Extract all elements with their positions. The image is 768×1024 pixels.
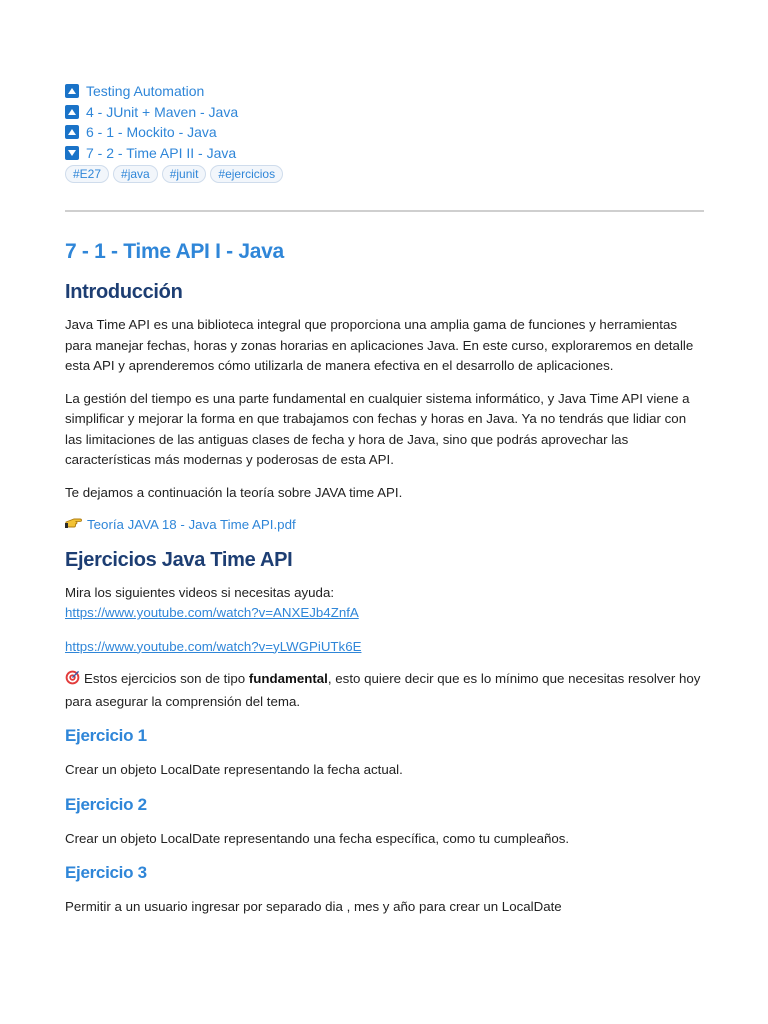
tag[interactable]: #ejercicios [210,165,283,183]
breadcrumb-item[interactable] [65,143,705,164]
tag[interactable]: #java [113,165,158,183]
file-attachment[interactable] [65,515,705,536]
breadcrumb-link[interactable]: 7 - 2 - Time API II - Java [86,144,237,161]
intro-paragraph: La gestión del tiempo es una parte fundamental en cualquier sistema informático, y Java Time API viene a simplificar y mejorar la forma en que trabajamos con fechas y horas en Java. Ya no tendrás que lidiar con las limitaciones de las antiguas clases de fecha y hora de Java, sino que podrás aprovechar las características más modernas y poderosas de esta API. [65,390,690,467]
tag[interactable]: #E27 [65,165,109,183]
target-icon [65,670,80,692]
breadcrumb-item[interactable] [65,81,705,102]
exercise-text: Permitir a un usuario ingresar por separado dia , mes y año para crear un LocalDate [65,899,562,914]
breadcrumb-nav [65,81,705,183]
help-text: Mira los siguientes videos si necesitas ayuda: [65,584,335,600]
pointing-hand-icon [65,515,82,536]
down-arrow-icon [65,146,79,160]
exercise-text: Crear un objeto LocalDate representando la fecha actual. [65,762,403,777]
exercise-heading: Ejercicio 2 [65,794,147,814]
note-text: , esto quiere decir que es lo mínimo que necesitas resolver hoy para asegurar la comprensión del tema. [65,671,701,709]
breadcrumb-item[interactable] [65,102,705,123]
breadcrumb-link[interactable]: Testing Automation [86,83,205,100]
tag[interactable]: #junit [162,165,207,183]
note-bold: fundamental [248,671,328,686]
breadcrumb-item[interactable] [65,122,705,143]
section-heading-exercises: Ejercicios Java Time API [65,548,293,571]
intro-paragraph: Te dejamos a continuación la teoría sobre JAVA time API. [65,484,403,500]
page-title: 7 - 1 - Time API I - Java [65,240,284,263]
main-content [65,236,705,930]
section-heading-intro: Introducción [65,281,183,303]
video-link[interactable]: https://www.youtube.com/watch?v=ANXEJb4ZnfA [65,605,359,620]
exercise-text: Crear un objeto LocalDate representando una fecha específica, como tu cumpleaños. [65,830,570,846]
pdf-link[interactable]: Teoría JAVA 18 - Java Time API.pdf [87,517,296,532]
fundamental-note [65,669,705,712]
intro-paragraph: Java Time API es una biblioteca integral que proporciona una amplia gama de funciones y herramientas para manejar fechas, horas y zonas horarias en aplicaciones Java. En este curso, exploraremos en detalle esta API y aprenderemos cómo utilizarla de manera efectiva en el desarrollo de aplicaciones. [65,317,694,373]
note-text: Estos ejercicios son de tipo [84,671,249,686]
tag-list [65,165,705,183]
exercise-heading: Ejercicio 1 [65,726,147,745]
up-arrow-icon [65,125,79,139]
exercise-heading: Ejercicio 3 [65,863,147,882]
breadcrumb-link[interactable]: 4 - JUnit + Maven - Java [86,103,239,120]
divider [65,210,704,212]
breadcrumb-link[interactable]: 6 - 1 - Mockito - Java [86,124,217,141]
up-arrow-icon [65,105,79,119]
video-link[interactable]: https://www.youtube.com/watch?v=yLWGPiUTk6E [65,638,362,654]
up-arrow-icon [65,84,79,98]
